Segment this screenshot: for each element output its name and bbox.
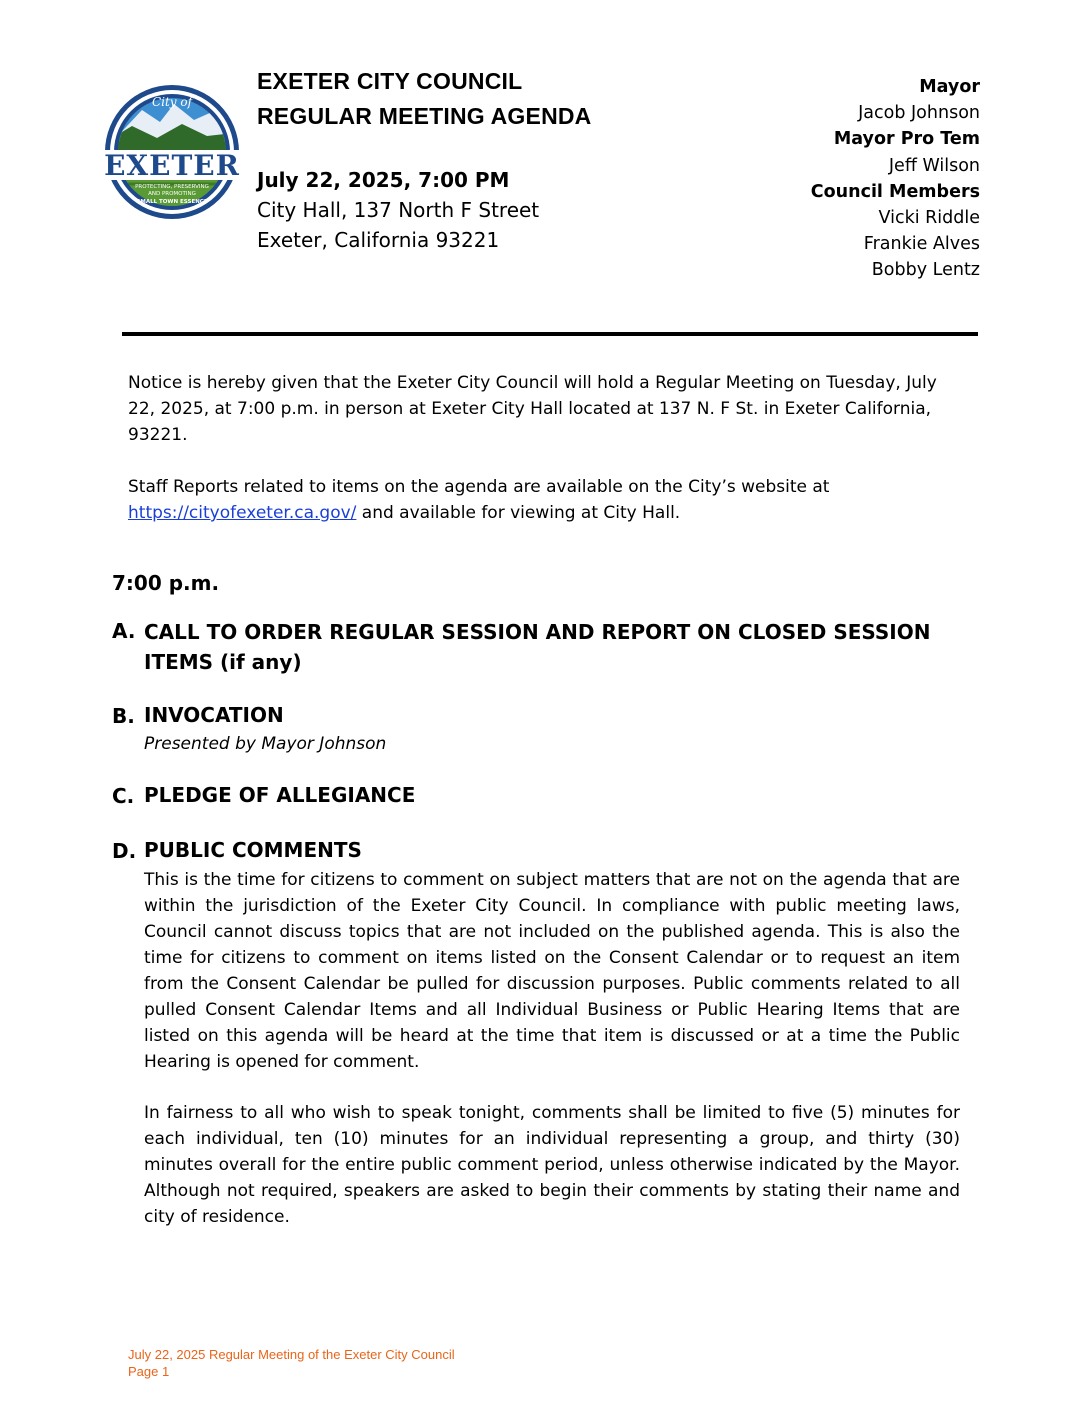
section-a-title: CALL TO ORDER REGULAR SESSION AND REPORT ON CLOSED SESSION ITEMS (if any) — [144, 620, 931, 674]
section-c-letter: C. — [112, 784, 135, 808]
meeting-date-time: July 22, 2025, 7:00 PM — [257, 168, 510, 192]
staff-reports-paragraph — [128, 474, 968, 526]
header-title-line2: REGULAR MEETING AGENDA — [257, 103, 592, 129]
section-b-subtitle: Presented by Mayor Johnson — [144, 734, 387, 754]
public-comments-paragraph-2: In fairness to all who wish to speak tonight, comments shall be limited to five (5) minutes for each individual, ten (10) minutes for an individual representing a group, and thirty (30) minutes overall for the entire public comment period, unless otherwise indicated by the Mayor. Although not required, speakers are asked to begin their comments by stating their name and city of residence. — [144, 1103, 960, 1227]
council-member: Bobby Lentz — [871, 260, 980, 281]
footer-page-number: Page 1 — [128, 1364, 170, 1379]
city-website-link[interactable]: https://cityofexeter.ca.gov/ — [128, 503, 357, 523]
time-heading: 7:00 p.m. — [112, 571, 220, 595]
council-members-label: Council Members — [810, 181, 980, 202]
section-b-title: INVOCATION — [144, 703, 284, 727]
logo-name: EXETER — [104, 149, 240, 182]
council-roster — [811, 74, 980, 284]
page-footer — [128, 1346, 455, 1380]
section-d-letter: D. — [112, 839, 137, 863]
section-d-title: PUBLIC COMMENTS — [144, 838, 362, 862]
staff-reports-line: Staff Reports related to items on the agenda are available on the City’s website at — [128, 477, 830, 497]
mayor-label: Mayor — [919, 77, 980, 97]
notice-line: 22, 2025, at 7:00 p.m. in person at Exeter City Hall located at 137 N. F St. in Exeter California, — [128, 399, 932, 419]
mayor-name: Jacob Johnson — [858, 103, 980, 124]
notice-line: 93221. — [128, 425, 188, 445]
logo-tagline-2: AND PROMOTING — [148, 191, 196, 197]
header-divider — [122, 332, 978, 336]
mayor-pro-tem-name: Jeff Wilson — [888, 155, 980, 176]
notice-paragraph — [128, 370, 968, 448]
section-a-letter: A. — [112, 619, 136, 643]
city-seal-logo — [102, 82, 242, 222]
notice-line: Notice is hereby given that the Exeter City Council will hold a Regular Meeting on Tuesday, July — [128, 373, 937, 393]
logo-top-text: City of — [151, 95, 193, 109]
council-member: Frankie Alves — [863, 234, 980, 255]
meeting-address-line2: Exeter, California 93221 — [257, 228, 500, 252]
logo-tagline-3: SMALL TOWN ESSENCE — [136, 199, 208, 205]
mayor-pro-tem-label: Mayor Pro Tem — [833, 129, 980, 150]
logo-tagline-1: PROTECTING, PRESERVING — [135, 184, 209, 190]
header-title-line1: EXETER CITY COUNCIL — [257, 68, 523, 94]
section-b-letter: B. — [112, 704, 135, 728]
footer-meeting-title: July 22, 2025 Regular Meeting of the Exeter City Council — [128, 1347, 455, 1362]
staff-reports-line-rest: and available for viewing at City Hall. — [356, 503, 681, 523]
public-comments-paragraph-1: This is the time for citizens to comment on subject matters that are not on the agenda that are within the jurisdiction of the Exeter City Council. In compliance with public meeting laws, Council cannot discuss topics that are not included on the published agenda. This is also the time for citizens to comment on items listed on the Consent Calendar or to request an item from the Consent Calendar be pulled for discussion purposes. Public comments related to all pulled Consent Calendar Items and all Individual Business or Public Hearing Items that are listed on this agenda will be heard at the time that item is discussed or at a time the Public Hearing is opened for comment. — [144, 870, 960, 1072]
section-c-title: PLEDGE OF ALLEGIANCE — [144, 783, 416, 807]
council-member: Vicki Riddle — [878, 208, 980, 229]
meeting-address-line1: City Hall, 137 North F Street — [257, 198, 540, 222]
